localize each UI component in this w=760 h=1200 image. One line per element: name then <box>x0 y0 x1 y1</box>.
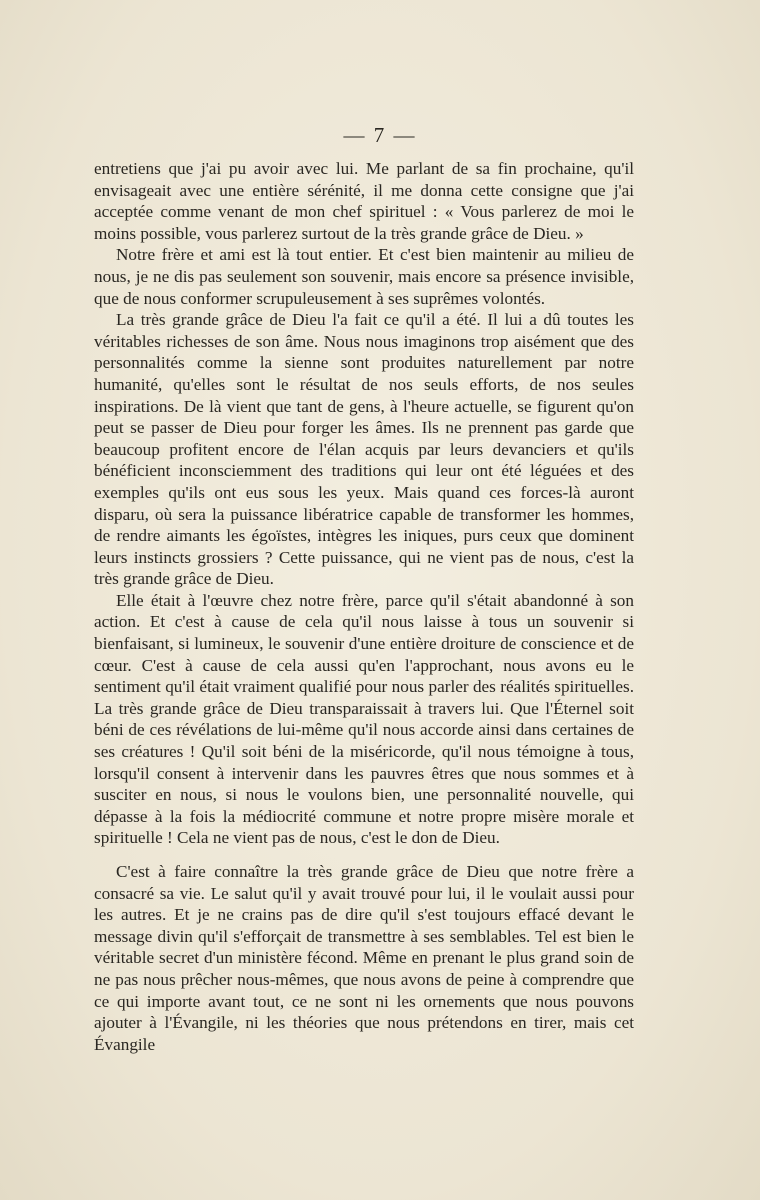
page-number: — 7 — <box>343 123 417 147</box>
paragraph-4: Elle était à l'œuvre chez notre frère, parce qu'il s'était abandonné à son action. Et c'est à cause de cela qu'il nous laisse à tous un souvenir si bienfaisant, si lumineux, le souvenir d'une entière droiture de conscience et de cœur. C'est à cause de cela aussi qu'en l'approchant, nous avons eu le sentiment qu'il était vraiment qualifié pour nous parler des réalités spirituelles. La très grande grâce de Dieu transparaissait à travers lui. Que l'Éternel soit béni de ces révélations de lui-même qu'il nous accorde ainsi dans certaines de ses créatures ! Qu'il soit béni de la miséricorde, qu'il nous témoigne à tous, lorsqu'il consent à intervenir dans les pauvres êtres que nous sommes et à susciter en nous, si nous le voulons bien, une personnalité nouvelle, qui dépasse à la fois la médiocrité commune et notre propre misère morale et spirituelle ! Cela ne vient pas de nous, c'est le don de Dieu. <box>94 590 634 848</box>
paragraph-3: La très grande grâce de Dieu l'a fait ce qu'il a été. Il lui a dû toutes les véritables richesses de son âme. Nous nous imaginons trop aisément que des personnalités comme la sienne sont produites naturellement par notre humanité, qu'elles sont le résultat de nos seuls efforts, de nos seules inspirations. De là vient que tant de gens, à l'heure actuelle, se figurent qu'on peut se passer de Dieu pour forger les âmes. Ils ne prennent pas garde que beaucoup profitent encore de l'élan acquis par leurs devanciers et qu'ils bénéficient inconsciemment des traditions qui leur ont été léguées et des exemples qu'ils ont eus sous les yeux. Mais quand ces forces-là auront disparu, où sera la puissance libératrice capable de transformer les hommes, de rendre aimants les égoïstes, intègres les iniques, purs ceux que dominent leurs instincts grossiers ? Cette puissance, qui ne vient pas de nous, c'est la très grande grâce de Dieu. <box>94 310 634 589</box>
body-text <box>94 158 634 1055</box>
paragraph-2: Notre frère et ami est là tout entier. Et c'est bien maintenir au milieu de nous, je ne dis pas seulement son souvenir, mais encore sa présence invisible, que de nous conformer scrupuleusement à ses suprêmes volontés. <box>94 245 634 308</box>
paragraph-1: entretiens que j'ai pu avoir avec lui. Me parlant de sa fin prochaine, qu'il envisageait avec une entière sérénité, il me donna cette consigne que j'ai acceptée comme venant de mon chef spirituel : « Vous parlerez de moi le moins possible, vous parlerez surtout de la très grande grâce de Dieu. » <box>94 159 634 243</box>
paragraph-5: C'est à faire connaître la très grande grâce de Dieu que notre frère a consacré sa vie. Le salut qu'il y avait trouvé pour lui, il le voulait aussi pour les autres. Et je ne crains pas de dire qu'il s'est toujours effacé devant le message divin qu'il s'efforçait de transmettre à ses semblables. Tel est bien le véritable secret d'un ministère fécond. Même en prenant le plus grand soin de ne pas nous prêcher nous-mêmes, que nous avons de peine à comprendre que ce qui importe avant tout, ce ne sont ni les ornements que nous pouvons ajouter à l'Évangile, ni les théories que nous prétendons en tirer, mais cet Évangile <box>94 862 634 1054</box>
